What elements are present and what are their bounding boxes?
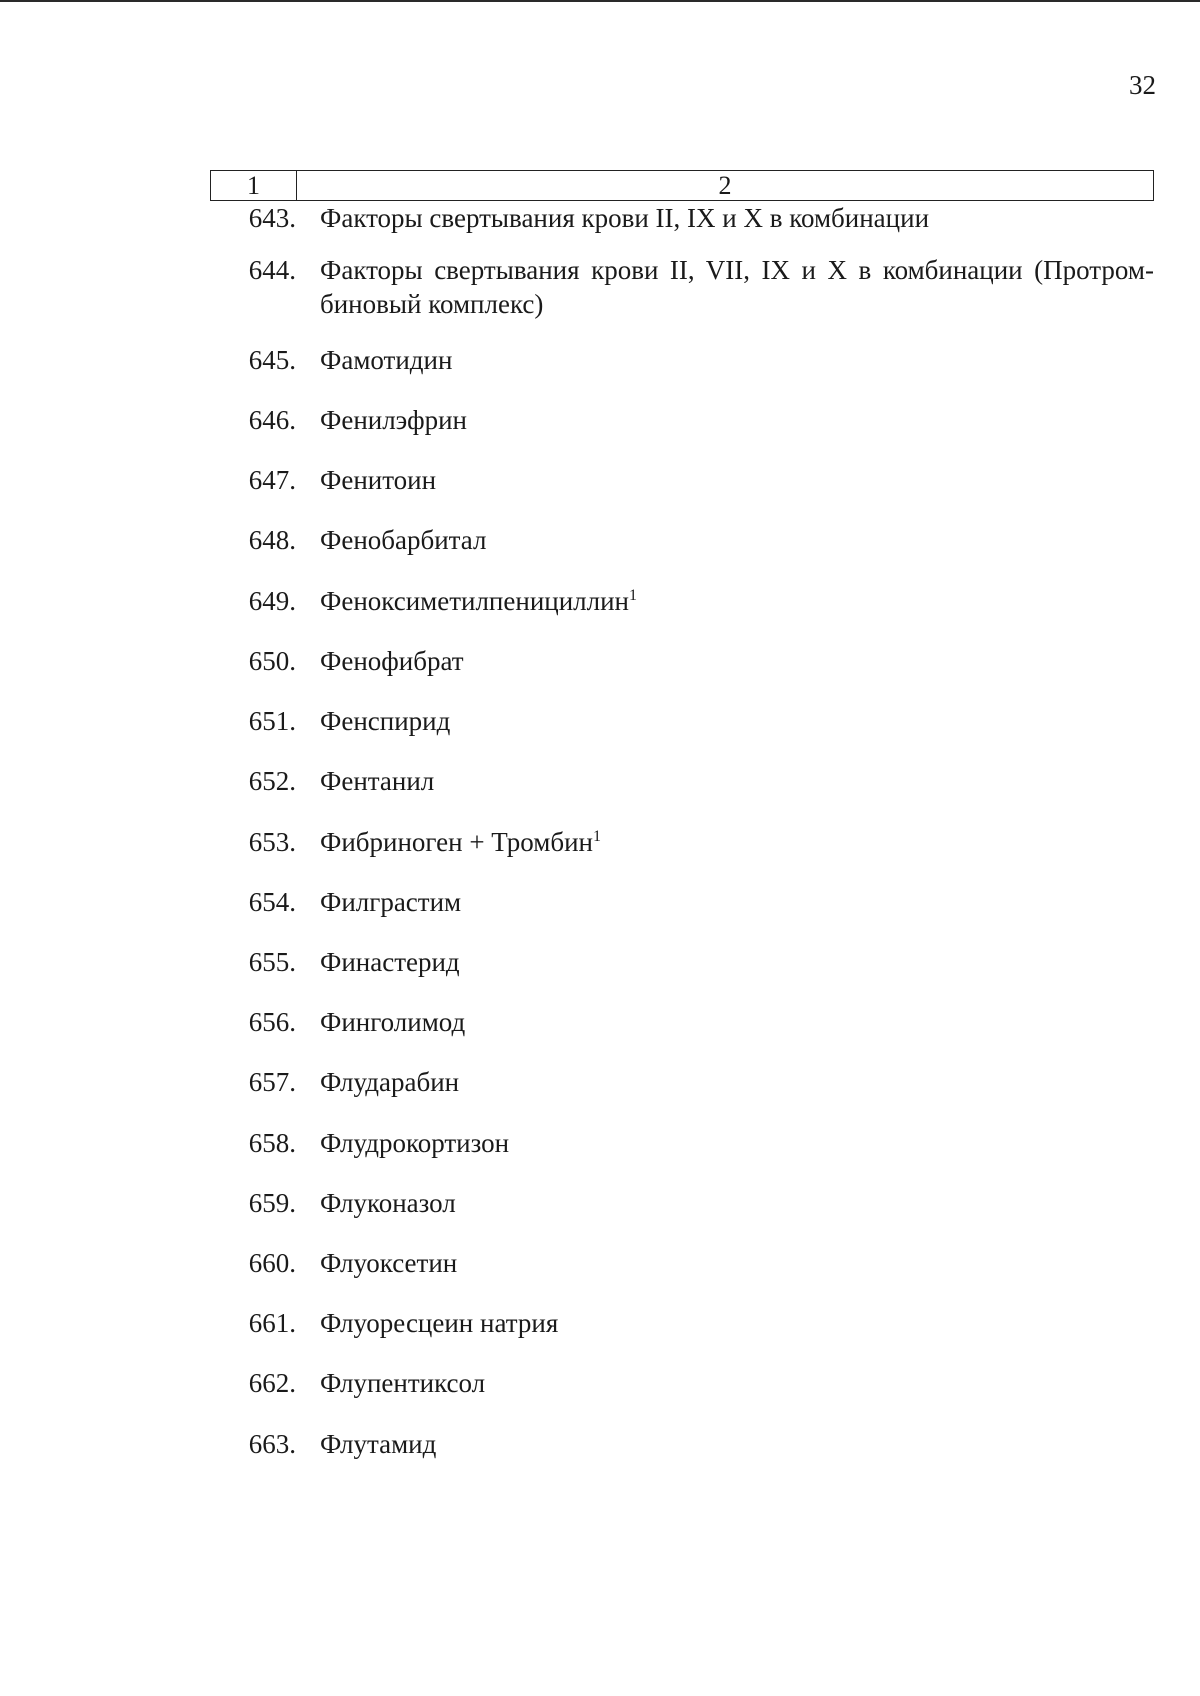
top-rule bbox=[0, 0, 1200, 2]
drug-name-text: Фенспирид bbox=[320, 706, 451, 736]
row-number: 656. bbox=[248, 1007, 296, 1037]
drug-name bbox=[296, 825, 1154, 859]
drug-name bbox=[296, 1005, 1154, 1039]
drug-name bbox=[296, 644, 1154, 678]
row-number: 657. bbox=[248, 1067, 296, 1097]
drug-name-text: Феноксиметилпенициллин bbox=[320, 586, 630, 616]
drug-name-text: Фенитоин bbox=[320, 465, 437, 495]
row-number: 654. bbox=[248, 887, 296, 917]
row-number: 644. bbox=[248, 255, 296, 285]
row-number: 651. bbox=[248, 706, 296, 736]
table-row bbox=[210, 201, 1154, 235]
row-number: 647. bbox=[248, 465, 296, 495]
table-row bbox=[210, 463, 1154, 497]
row-number: 653. bbox=[248, 827, 296, 857]
table-row bbox=[210, 253, 1154, 321]
drug-name bbox=[296, 523, 1154, 557]
drug-name bbox=[296, 463, 1154, 497]
drug-name-text: Флупентиксол bbox=[320, 1368, 486, 1398]
footnote-marker: 1 bbox=[629, 587, 638, 604]
drug-name bbox=[296, 764, 1154, 798]
footnote-marker: 1 bbox=[592, 828, 601, 845]
row-number: 652. bbox=[248, 766, 296, 796]
drug-name-text: Фенилэфрин bbox=[320, 405, 468, 435]
drug-name-text: Финастерид bbox=[320, 947, 460, 977]
drug-name bbox=[296, 1065, 1154, 1099]
row-number: 663. bbox=[248, 1429, 296, 1459]
table-row bbox=[210, 1366, 1154, 1400]
drug-name bbox=[296, 1126, 1154, 1160]
drug-name bbox=[296, 343, 1154, 377]
row-number: 659. bbox=[248, 1188, 296, 1218]
drug-name bbox=[296, 253, 1154, 321]
table-row bbox=[210, 764, 1154, 798]
drug-name-text: Флутамид bbox=[320, 1429, 437, 1459]
drug-name-text: Флуоресцеин натрия bbox=[320, 1308, 559, 1338]
row-number: 649. bbox=[248, 586, 296, 616]
column-header-1: 1 bbox=[211, 171, 297, 200]
table-row bbox=[210, 1246, 1154, 1280]
drug-name bbox=[296, 945, 1154, 979]
drug-name-text: Факторы свертывания крови II, IX и X в комбинации bbox=[320, 203, 930, 233]
row-number: 658. bbox=[248, 1128, 296, 1158]
drug-name bbox=[296, 1186, 1154, 1220]
drug-name bbox=[296, 704, 1154, 738]
row-number: 648. bbox=[248, 525, 296, 555]
table-row bbox=[210, 704, 1154, 738]
table-row bbox=[210, 523, 1154, 557]
row-number: 645. bbox=[248, 345, 296, 375]
row-number: 643. bbox=[248, 203, 296, 233]
drug-name bbox=[296, 1246, 1154, 1280]
table-header bbox=[210, 170, 1154, 201]
table-row bbox=[210, 584, 1154, 618]
row-number: 646. bbox=[248, 405, 296, 435]
table-row bbox=[210, 1065, 1154, 1099]
table-row bbox=[210, 1126, 1154, 1160]
table-row bbox=[210, 644, 1154, 678]
drug-name-text: Филграстим bbox=[320, 887, 462, 917]
drug-name-text: Фенобарбитал bbox=[320, 525, 487, 555]
table-row bbox=[210, 1306, 1154, 1340]
drug-name-text: Фибриноген + Тромбин bbox=[320, 827, 593, 857]
row-number: 661. bbox=[248, 1308, 296, 1338]
drug-name-text: Финголимод bbox=[320, 1007, 466, 1037]
page-number: 32 bbox=[1129, 70, 1156, 100]
table-row bbox=[210, 1005, 1154, 1039]
drug-name-text: Флударабин bbox=[320, 1067, 460, 1097]
drug-name bbox=[296, 1306, 1154, 1340]
drug-name-text: Флуоксетин bbox=[320, 1248, 458, 1278]
drug-name-text: Фамотидин bbox=[320, 345, 453, 375]
drug-name-text: Флудрокортизон bbox=[320, 1128, 510, 1158]
table-row bbox=[210, 1427, 1154, 1461]
table-row bbox=[210, 403, 1154, 437]
drug-name bbox=[296, 201, 1154, 235]
column-header-2: 2 bbox=[718, 171, 732, 200]
row-number: 650. bbox=[248, 646, 296, 676]
drug-name-text: Фенофибрат bbox=[320, 646, 464, 676]
table-row bbox=[210, 825, 1154, 859]
drug-name bbox=[296, 1366, 1154, 1400]
drug-name-text: Флуконазол bbox=[320, 1188, 456, 1218]
table-row bbox=[210, 1186, 1154, 1220]
row-number: 660. bbox=[248, 1248, 296, 1278]
drug-name bbox=[296, 885, 1154, 919]
table-row bbox=[210, 945, 1154, 979]
table-row bbox=[210, 343, 1154, 377]
row-number: 655. bbox=[248, 947, 296, 977]
drug-name bbox=[296, 403, 1154, 437]
drug-name bbox=[296, 1427, 1154, 1461]
drug-name bbox=[296, 584, 1154, 618]
drug-name-text: Факторы свертывания крови II, VII, IX и X в комбинации (Протром-биновый комплекс) bbox=[320, 255, 1154, 319]
row-number: 662. bbox=[248, 1368, 296, 1398]
drug-name-text: Фентанил bbox=[320, 766, 435, 796]
table-row bbox=[210, 885, 1154, 919]
